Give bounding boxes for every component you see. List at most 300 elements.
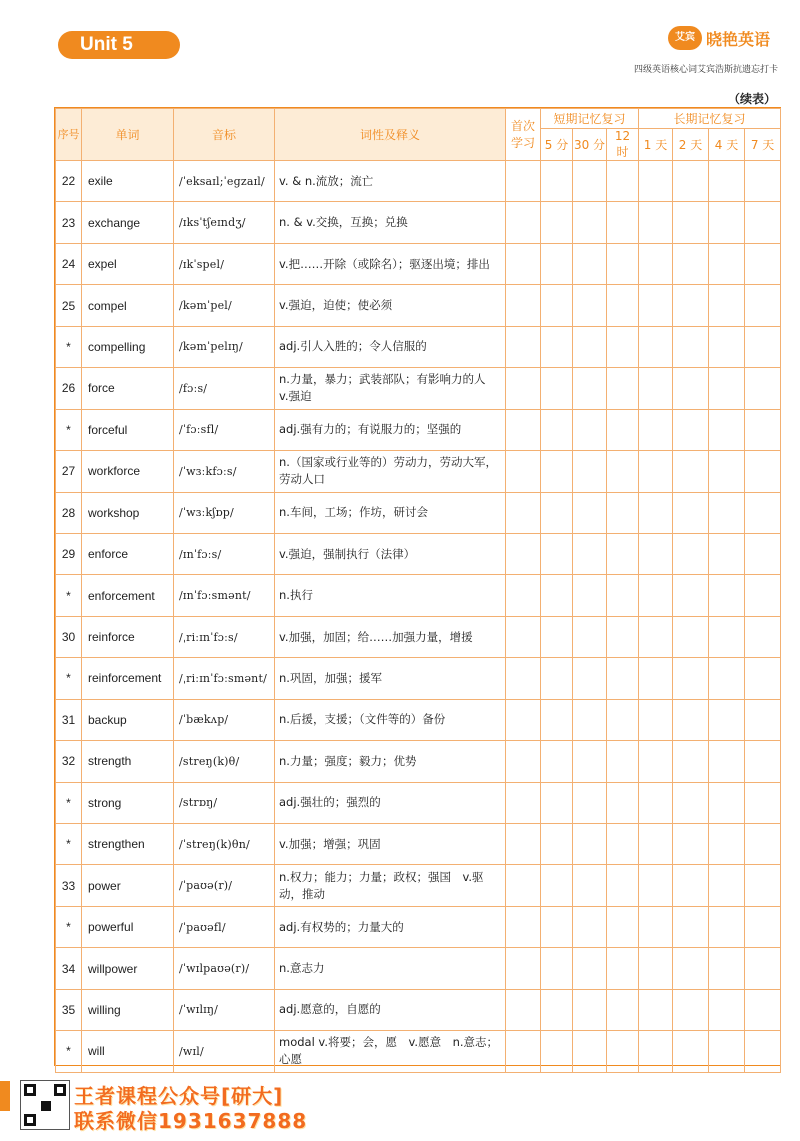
row-word: exile [82,161,174,202]
row-word: workforce [82,451,174,492]
row-phonetic: /wɪl/ [174,1031,275,1072]
table-row [56,243,781,284]
check-first-study[interactable] [506,782,541,823]
check-first-study[interactable] [506,658,541,699]
row-word: workshop [82,492,174,533]
vocab-table [55,108,781,1073]
check-first-study[interactable] [506,285,541,326]
row-definition: n.（国家或行业等的）劳动力，劳动大军，劳动人口 [275,451,506,492]
brand-logo-icon: 艾宾 [668,26,702,50]
check-first-study[interactable] [506,989,541,1030]
check-4day[interactable] [709,699,745,740]
check-30min[interactable] [573,451,607,492]
row-definition: v.加强；增强；巩固 [275,824,506,865]
check-7day[interactable] [745,989,781,1030]
check-5min[interactable] [541,989,573,1030]
check-4day[interactable] [709,824,745,865]
row-number: 35 [56,989,82,1030]
check-5min[interactable] [541,409,573,450]
check-30min[interactable] [573,1031,607,1072]
check-first-study[interactable] [506,533,541,574]
unit-badge: Unit 5 [58,31,180,59]
check-4day[interactable] [709,575,745,616]
check-30min[interactable] [573,533,607,574]
row-word: strength [82,741,174,782]
check-first-study[interactable] [506,451,541,492]
check-12h[interactable] [607,1031,639,1072]
check-7day[interactable] [745,616,781,657]
row-number: 34 [56,948,82,989]
check-1day[interactable] [639,616,673,657]
col-header-7day: 7 天 [745,129,781,161]
check-2day[interactable] [673,326,709,367]
check-first-study[interactable] [506,326,541,367]
check-first-study[interactable] [506,368,541,409]
check-1day[interactable] [639,326,673,367]
check-first-study[interactable] [506,616,541,657]
row-phonetic: /ɪkˈspel/ [174,243,275,284]
row-phonetic: /ˈstreŋ(k)θn/ [174,824,275,865]
series-title: 四级英语核心词艾宾浩斯抗遗忘打卡 [633,65,778,75]
check-first-study[interactable] [506,865,541,906]
check-1day[interactable] [639,409,673,450]
check-first-study[interactable] [506,824,541,865]
check-12h[interactable] [607,326,639,367]
check-5min[interactable] [541,243,573,284]
check-2day[interactable] [673,616,709,657]
check-30min[interactable] [573,824,607,865]
check-12h[interactable] [607,989,639,1030]
check-2day[interactable] [673,492,709,533]
col-header-30min: 30 分 [573,129,607,161]
row-phonetic: /ˈpaʊəfl/ [174,906,275,947]
check-30min[interactable] [573,658,607,699]
col-header-phonetic: 音标 [174,109,275,161]
row-definition: n.巩固，加强；援军 [275,658,506,699]
check-30min[interactable] [573,865,607,906]
row-word: backup [82,699,174,740]
row-phonetic: /ˈpaʊə(r)/ [174,865,275,906]
row-definition: n.后援，支援；（文件等的）备份 [275,699,506,740]
check-12h[interactable] [607,658,639,699]
check-1day[interactable] [639,161,673,202]
check-12h[interactable] [607,906,639,947]
qr-code-icon[interactable] [20,1080,70,1130]
check-30min[interactable] [573,575,607,616]
check-4day[interactable] [709,409,745,450]
row-phonetic: /strɒŋ/ [174,782,275,823]
row-word: willpower [82,948,174,989]
check-7day[interactable] [745,906,781,947]
check-4day[interactable] [709,368,745,409]
check-2day[interactable] [673,243,709,284]
row-word: strong [82,782,174,823]
row-phonetic: /fɔːs/ [174,368,275,409]
row-number: * [56,906,82,947]
check-2day[interactable] [673,865,709,906]
row-phonetic: /ˈwɪlpaʊə(r)/ [174,948,275,989]
row-definition: adj.强壮的；强烈的 [275,782,506,823]
check-2day[interactable] [673,658,709,699]
check-1day[interactable] [639,699,673,740]
check-5min[interactable] [541,326,573,367]
check-first-study[interactable] [506,161,541,202]
row-definition: v.强迫，强制执行（法律） [275,533,506,574]
check-12h[interactable] [607,202,639,243]
row-number: 32 [56,741,82,782]
check-7day[interactable] [745,658,781,699]
check-1day[interactable] [639,575,673,616]
row-phonetic: /ˈfɔːsfl/ [174,409,275,450]
check-5min[interactable] [541,285,573,326]
check-4day[interactable] [709,906,745,947]
row-number: * [56,824,82,865]
table-row [56,409,781,450]
table-row [56,824,781,865]
check-4day[interactable] [709,989,745,1030]
row-number: 31 [56,699,82,740]
brand [668,26,770,50]
check-7day[interactable] [745,575,781,616]
col-header-4day: 4 天 [709,129,745,161]
check-7day[interactable] [745,161,781,202]
check-30min[interactable] [573,616,607,657]
row-word: expel [82,243,174,284]
check-4day[interactable] [709,1031,745,1072]
check-2day[interactable] [673,368,709,409]
check-first-study[interactable] [506,741,541,782]
check-2day[interactable] [673,533,709,574]
check-7day[interactable] [745,368,781,409]
check-5min[interactable] [541,616,573,657]
table-row [56,658,781,699]
promo-line-1: 王者课程公众号[研大] [74,1084,284,1108]
check-4day[interactable] [709,285,745,326]
table-row [56,865,781,906]
check-5min[interactable] [541,1031,573,1072]
check-1day[interactable] [639,865,673,906]
check-5min[interactable] [541,492,573,533]
check-5min[interactable] [541,658,573,699]
table-row [56,948,781,989]
row-definition: adj.愿意的，自愿的 [275,989,506,1030]
check-12h[interactable] [607,285,639,326]
check-2day[interactable] [673,1031,709,1072]
check-7day[interactable] [745,492,781,533]
row-word: enforcement [82,575,174,616]
check-30min[interactable] [573,161,607,202]
check-12h[interactable] [607,161,639,202]
check-1day[interactable] [639,1031,673,1072]
check-4day[interactable] [709,492,745,533]
row-phonetic: /ˈwɜːkfɔːs/ [174,451,275,492]
check-1day[interactable] [639,658,673,699]
check-12h[interactable] [607,451,639,492]
check-30min[interactable] [573,741,607,782]
row-number: 33 [56,865,82,906]
col-header-long-term: 长期记忆复习 [639,109,781,129]
check-first-study[interactable] [506,409,541,450]
row-definition: modal v.将要；会，愿 v.愿意 n.意志；心愿 [275,1031,506,1072]
check-12h[interactable] [607,824,639,865]
check-7day[interactable] [745,865,781,906]
check-1day[interactable] [639,989,673,1030]
check-2day[interactable] [673,451,709,492]
check-7day[interactable] [745,699,781,740]
row-number: * [56,409,82,450]
check-5min[interactable] [541,368,573,409]
check-2day[interactable] [673,989,709,1030]
check-1day[interactable] [639,368,673,409]
check-1day[interactable] [639,782,673,823]
check-12h[interactable] [607,782,639,823]
row-definition: n.意志力 [275,948,506,989]
row-definition: n.力量，暴力；武装部队；有影响力的人 v.强迫 [275,368,506,409]
check-5min[interactable] [541,948,573,989]
check-7day[interactable] [745,741,781,782]
row-word: force [82,368,174,409]
col-header-first-study: 首次学习 [506,109,541,161]
row-definition: v. & n.流放；流亡 [275,161,506,202]
check-30min[interactable] [573,368,607,409]
check-4day[interactable] [709,326,745,367]
row-word: willing [82,989,174,1030]
row-number: 30 [56,616,82,657]
check-5min[interactable] [541,741,573,782]
table-row [56,492,781,533]
check-4day[interactable] [709,616,745,657]
row-definition: n.车间，工场；作坊，研讨会 [275,492,506,533]
col-header-definition: 词性及释义 [275,109,506,161]
check-5min[interactable] [541,575,573,616]
row-definition: v.把……开除（或除名）；驱逐出境；排出 [275,243,506,284]
check-4day[interactable] [709,741,745,782]
check-7day[interactable] [745,824,781,865]
row-definition: adj.强有力的；有说服力的；坚强的 [275,409,506,450]
table-row [56,699,781,740]
check-5min[interactable] [541,782,573,823]
row-number: 24 [56,243,82,284]
check-2day[interactable] [673,699,709,740]
row-phonetic: /ɪnˈfɔːsmənt/ [174,575,275,616]
footer-accent-strip [0,1081,10,1111]
check-12h[interactable] [607,492,639,533]
check-7day[interactable] [745,451,781,492]
brand-name: 晓艳英语 [706,29,771,49]
check-2day[interactable] [673,161,709,202]
table-row [56,368,781,409]
check-1day[interactable] [639,906,673,947]
check-4day[interactable] [709,451,745,492]
check-2day[interactable] [673,202,709,243]
check-4day[interactable] [709,161,745,202]
check-30min[interactable] [573,202,607,243]
check-4day[interactable] [709,658,745,699]
row-number: * [56,326,82,367]
row-phonetic: /ˌriːɪnˈfɔːs/ [174,616,275,657]
row-phonetic: /ɪnˈfɔːs/ [174,533,275,574]
row-word: reinforcement [82,658,174,699]
check-7day[interactable] [745,782,781,823]
check-1day[interactable] [639,202,673,243]
check-12h[interactable] [607,575,639,616]
row-number: * [56,1031,82,1072]
check-12h[interactable] [607,409,639,450]
row-word: powerful [82,906,174,947]
promo-line-2: 联系微信1931637888 [74,1109,308,1133]
check-2day[interactable] [673,824,709,865]
check-2day[interactable] [673,906,709,947]
row-definition: n. & v.交换，互换；兑换 [275,202,506,243]
row-phonetic: /ˈbækʌp/ [174,699,275,740]
row-number: 26 [56,368,82,409]
check-1day[interactable] [639,533,673,574]
check-2day[interactable] [673,285,709,326]
row-word: compel [82,285,174,326]
check-30min[interactable] [573,948,607,989]
check-30min[interactable] [573,492,607,533]
row-number: * [56,782,82,823]
check-first-study[interactable] [506,699,541,740]
check-30min[interactable] [573,782,607,823]
check-1day[interactable] [639,948,673,989]
row-number: 22 [56,161,82,202]
check-1day[interactable] [639,285,673,326]
table-row [56,533,781,574]
check-7day[interactable] [745,243,781,284]
check-7day[interactable] [745,326,781,367]
row-phonetic: /ˈeksaɪl;ˈegzaɪl/ [174,161,275,202]
row-word: exchange [82,202,174,243]
check-12h[interactable] [607,243,639,284]
row-word: compelling [82,326,174,367]
check-30min[interactable] [573,699,607,740]
check-2day[interactable] [673,741,709,782]
check-1day[interactable] [639,824,673,865]
col-header-2day: 2 天 [673,129,709,161]
check-first-study[interactable] [506,492,541,533]
row-number: 28 [56,492,82,533]
check-7day[interactable] [745,285,781,326]
row-definition: adj.有权势的；力量大的 [275,906,506,947]
check-12h[interactable] [607,699,639,740]
check-4day[interactable] [709,865,745,906]
table-row [56,741,781,782]
check-5min[interactable] [541,906,573,947]
check-2day[interactable] [673,575,709,616]
check-1day[interactable] [639,451,673,492]
check-4day[interactable] [709,243,745,284]
check-first-study[interactable] [506,948,541,989]
check-4day[interactable] [709,782,745,823]
check-12h[interactable] [607,616,639,657]
check-30min[interactable] [573,326,607,367]
col-header-word: 单词 [82,109,174,161]
check-first-study[interactable] [506,243,541,284]
table-row [56,782,781,823]
check-12h[interactable] [607,865,639,906]
col-header-1day: 1 天 [639,129,673,161]
row-word: strengthen [82,824,174,865]
check-30min[interactable] [573,409,607,450]
check-30min[interactable] [573,989,607,1030]
continued-label: （续表） [727,92,776,106]
row-definition: n.权力；能力；力量；政权；强国 v.驱动，推动 [275,865,506,906]
row-word: power [82,865,174,906]
check-2day[interactable] [673,948,709,989]
check-5min[interactable] [541,865,573,906]
check-12h[interactable] [607,948,639,989]
check-first-study[interactable] [506,906,541,947]
check-12h[interactable] [607,533,639,574]
check-30min[interactable] [573,906,607,947]
table-row [56,989,781,1030]
check-12h[interactable] [607,368,639,409]
table-row [56,202,781,243]
row-phonetic: /ˈwɜːkʃɒp/ [174,492,275,533]
check-1day[interactable] [639,741,673,782]
row-word: forceful [82,409,174,450]
check-5min[interactable] [541,202,573,243]
col-header-5min: 5 分 [541,129,573,161]
col-header-12h: 12 时 [607,129,639,161]
check-4day[interactable] [709,202,745,243]
check-30min[interactable] [573,243,607,284]
table-row [56,451,781,492]
row-phonetic: /kəmˈpelɪŋ/ [174,326,275,367]
table-row [56,906,781,947]
check-1day[interactable] [639,492,673,533]
check-12h[interactable] [607,741,639,782]
row-phonetic: /streŋ(k)θ/ [174,741,275,782]
row-phonetic: /ˌriːɪnˈfɔːsmənt/ [174,658,275,699]
row-word: enforce [82,533,174,574]
check-5min[interactable] [541,699,573,740]
table-row [56,616,781,657]
check-first-study[interactable] [506,575,541,616]
check-7day[interactable] [745,533,781,574]
row-definition: n.执行 [275,575,506,616]
row-definition: v.加强，加固；给……加强力量，增援 [275,616,506,657]
check-7day[interactable] [745,202,781,243]
check-5min[interactable] [541,161,573,202]
check-5min[interactable] [541,533,573,574]
row-phonetic: /kəmˈpel/ [174,285,275,326]
check-4day[interactable] [709,533,745,574]
check-7day[interactable] [745,948,781,989]
check-30min[interactable] [573,285,607,326]
row-number: * [56,575,82,616]
row-word: reinforce [82,616,174,657]
check-7day[interactable] [745,409,781,450]
row-phonetic: /ˈwɪlɪŋ/ [174,989,275,1030]
row-phonetic: /ɪksˈtʃeɪndʒ/ [174,202,275,243]
check-2day[interactable] [673,409,709,450]
check-7day[interactable] [745,1031,781,1072]
col-header-short-term: 短期记忆复习 [541,109,639,129]
check-5min[interactable] [541,451,573,492]
check-5min[interactable] [541,824,573,865]
check-first-study[interactable] [506,1031,541,1072]
row-definition: v.强迫，迫使；使必须 [275,285,506,326]
check-2day[interactable] [673,782,709,823]
check-1day[interactable] [639,243,673,284]
table-row [56,575,781,616]
vocab-table-frame [54,107,781,1066]
table-row [56,285,781,326]
check-first-study[interactable] [506,202,541,243]
check-4day[interactable] [709,948,745,989]
